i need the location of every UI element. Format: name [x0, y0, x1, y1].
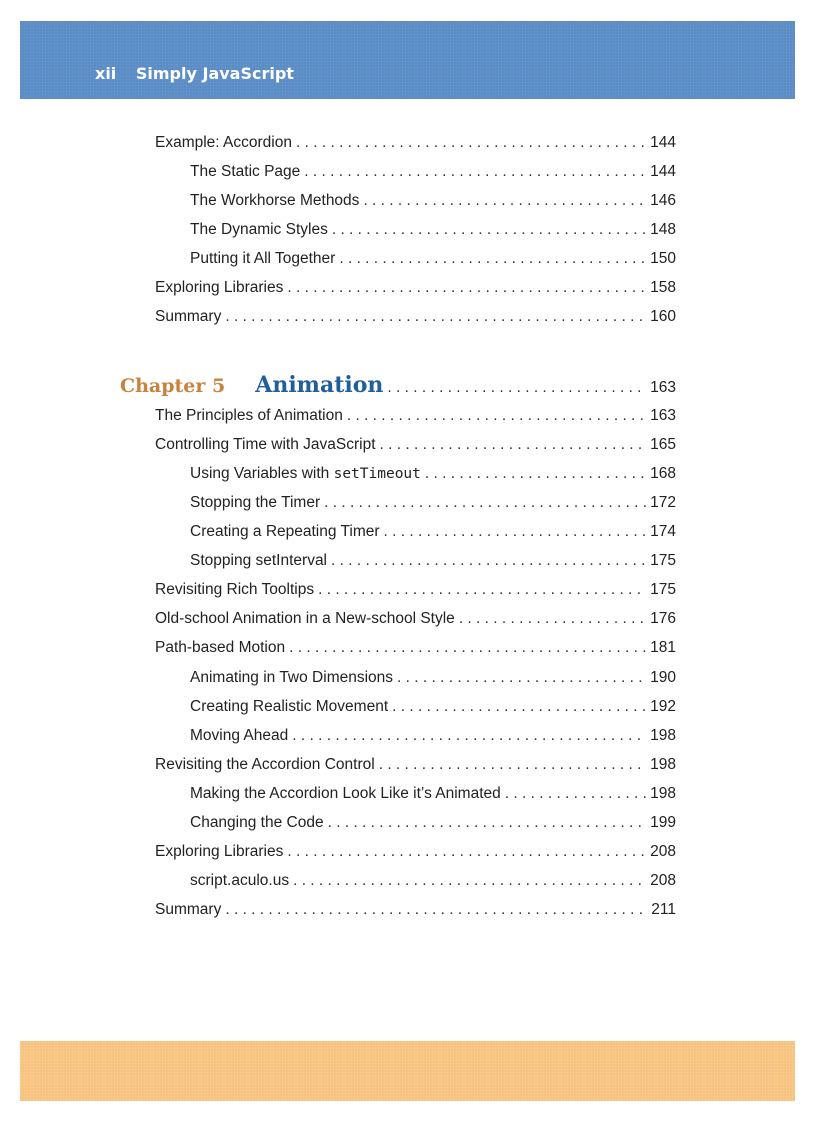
toc-entry[interactable]: [155, 608, 676, 630]
toc-entry[interactable]: [190, 248, 676, 270]
toc-entry-title: Revisiting Rich Tooltips: [155, 581, 315, 598]
toc-entry[interactable]: [190, 725, 676, 747]
toc-entry-title: Stopping setInterval: [190, 552, 328, 569]
toc-entry-title-code: setTimeout: [333, 466, 421, 482]
toc-entry[interactable]: [155, 579, 676, 601]
toc-entry-page: 172: [650, 494, 676, 511]
dot-leader: [296, 132, 646, 154]
toc-entry-title: Exploring Libraries: [155, 279, 284, 296]
toc-entry-title: Stopping the Timer: [190, 494, 321, 511]
chapter-label: Chapter 5: [120, 375, 226, 397]
dot-leader: [397, 667, 646, 689]
toc-entry-page: 175: [650, 552, 676, 569]
toc-entry[interactable]: [190, 667, 676, 689]
toc-entry-page: 175: [650, 581, 676, 598]
toc-entry-page: 198: [650, 727, 676, 744]
dot-leader: [505, 783, 646, 805]
toc-entry[interactable]: [190, 219, 676, 241]
dot-leader: [328, 812, 647, 834]
toc-entry[interactable]: [155, 899, 676, 921]
toc-entry-page: 150: [650, 250, 676, 267]
toc-entry-title: Exploring Libraries: [155, 843, 284, 860]
dot-leader: [225, 899, 647, 921]
toc-entry-page: 198: [650, 785, 676, 802]
toc-entry-page: 208: [650, 872, 676, 889]
toc-entry-page: 211: [651, 901, 676, 918]
toc-entry-title: Summary: [155, 901, 222, 918]
toc-entry-page: 144: [650, 163, 676, 180]
toc-entry[interactable]: [190, 492, 676, 514]
toc-entry-title: script.aculo.us: [190, 872, 290, 889]
dot-leader: [459, 608, 646, 630]
toc-entry[interactable]: [155, 754, 676, 776]
toc-entry-title: Making the Accordion Look Like it’s Animated: [190, 785, 501, 802]
header-band: [20, 21, 795, 99]
page-number: xii: [95, 64, 117, 83]
dot-leader: [324, 492, 646, 514]
toc-entry[interactable]: [190, 550, 676, 572]
dot-leader: [287, 277, 646, 299]
toc-entry[interactable]: [155, 434, 676, 456]
footer-band: [20, 1041, 795, 1101]
toc-entry-title: Putting it All Together: [190, 250, 336, 267]
dot-leader: [292, 725, 646, 747]
toc-entry-page: 160: [650, 308, 676, 325]
toc-entry-page: 146: [650, 192, 676, 209]
dot-leader: [379, 754, 646, 776]
toc-entry[interactable]: [190, 783, 676, 805]
toc-entry-title: Animating in Two Dimensions: [190, 669, 394, 686]
dot-leader: [289, 637, 646, 659]
dot-leader: [384, 521, 647, 543]
toc-entry[interactable]: [190, 521, 676, 543]
toc-entry[interactable]: [190, 190, 676, 212]
toc-entry-page: 208: [650, 843, 676, 860]
dot-leader: [425, 463, 646, 485]
toc-entry-page: 165: [650, 436, 676, 453]
dot-leader: [339, 248, 646, 270]
toc-entry-page: 198: [650, 756, 676, 773]
toc-entry-title: Creating a Repeating Timer: [190, 523, 380, 540]
toc-entry[interactable]: [190, 161, 676, 183]
toc-entry-page: 163: [650, 407, 676, 424]
toc-entry-title: Moving Ahead: [190, 727, 289, 744]
toc-entry-page: 181: [650, 639, 676, 656]
dot-leader: [380, 434, 647, 456]
dot-leader: [225, 306, 646, 328]
toc-entry-title: The Workhorse Methods: [190, 192, 360, 209]
toc-entry-title: Old-school Animation in a New-school Style: [155, 610, 455, 627]
toc-entry-title: Controlling Time with JavaScript: [155, 436, 376, 453]
dot-leader: [387, 379, 646, 397]
toc-entry-page: 192: [650, 698, 676, 715]
dot-leader: [304, 161, 646, 183]
toc-entry-title: The Principles of Animation: [155, 407, 343, 424]
dot-leader: [293, 870, 646, 892]
dot-leader: [347, 405, 646, 427]
toc-entry-title: [190, 463, 421, 485]
toc-entry-title: Path-based Motion: [155, 639, 286, 656]
toc-entry-page: 174: [650, 523, 676, 540]
book-title: Simply JavaScript: [135, 64, 294, 83]
toc-entry-title: Revisiting the Accordion Control: [155, 756, 375, 773]
toc-entry-title: Creating Realistic Movement: [190, 698, 389, 715]
toc-entry-page: 158: [650, 279, 676, 296]
toc-entry-page: 199: [650, 814, 676, 831]
toc-entry-title: Changing the Code: [190, 814, 324, 831]
chapter-page: 163: [650, 379, 676, 396]
toc-entry[interactable]: [190, 812, 676, 834]
dot-leader: [363, 190, 646, 212]
toc-entry-page: 168: [650, 465, 676, 482]
toc-entry[interactable]: [155, 277, 676, 299]
toc-entry[interactable]: [155, 637, 676, 659]
toc-entry-title: The Static Page: [190, 163, 301, 180]
running-header: [95, 64, 294, 83]
toc-entry-title-text: Using Variables with: [190, 465, 334, 482]
toc-entry[interactable]: [155, 405, 676, 427]
toc-entry[interactable]: [155, 132, 676, 154]
toc-entry[interactable]: [190, 870, 676, 892]
toc-entry-page: 190: [650, 669, 676, 686]
dot-leader: [331, 550, 646, 572]
toc-entry-page: 148: [650, 221, 676, 238]
toc-entry-title: Summary: [155, 308, 222, 325]
toc-entry[interactable]: [190, 696, 676, 718]
toc-entry[interactable]: [190, 463, 676, 485]
dot-leader: [287, 841, 646, 863]
toc-entry[interactable]: [155, 306, 676, 328]
chapter-heading[interactable]: [120, 372, 676, 400]
toc-entry-title: The Dynamic Styles: [190, 221, 328, 238]
chapter-title: Animation: [255, 372, 384, 398]
dot-leader: [332, 219, 646, 241]
toc-entry[interactable]: [155, 841, 676, 863]
dot-leader: [392, 696, 646, 718]
toc-entry-title: Example: Accordion: [155, 134, 292, 151]
dot-leader: [318, 579, 646, 601]
toc-entry-page: 144: [650, 134, 676, 151]
toc-entry-page: 176: [650, 610, 676, 627]
